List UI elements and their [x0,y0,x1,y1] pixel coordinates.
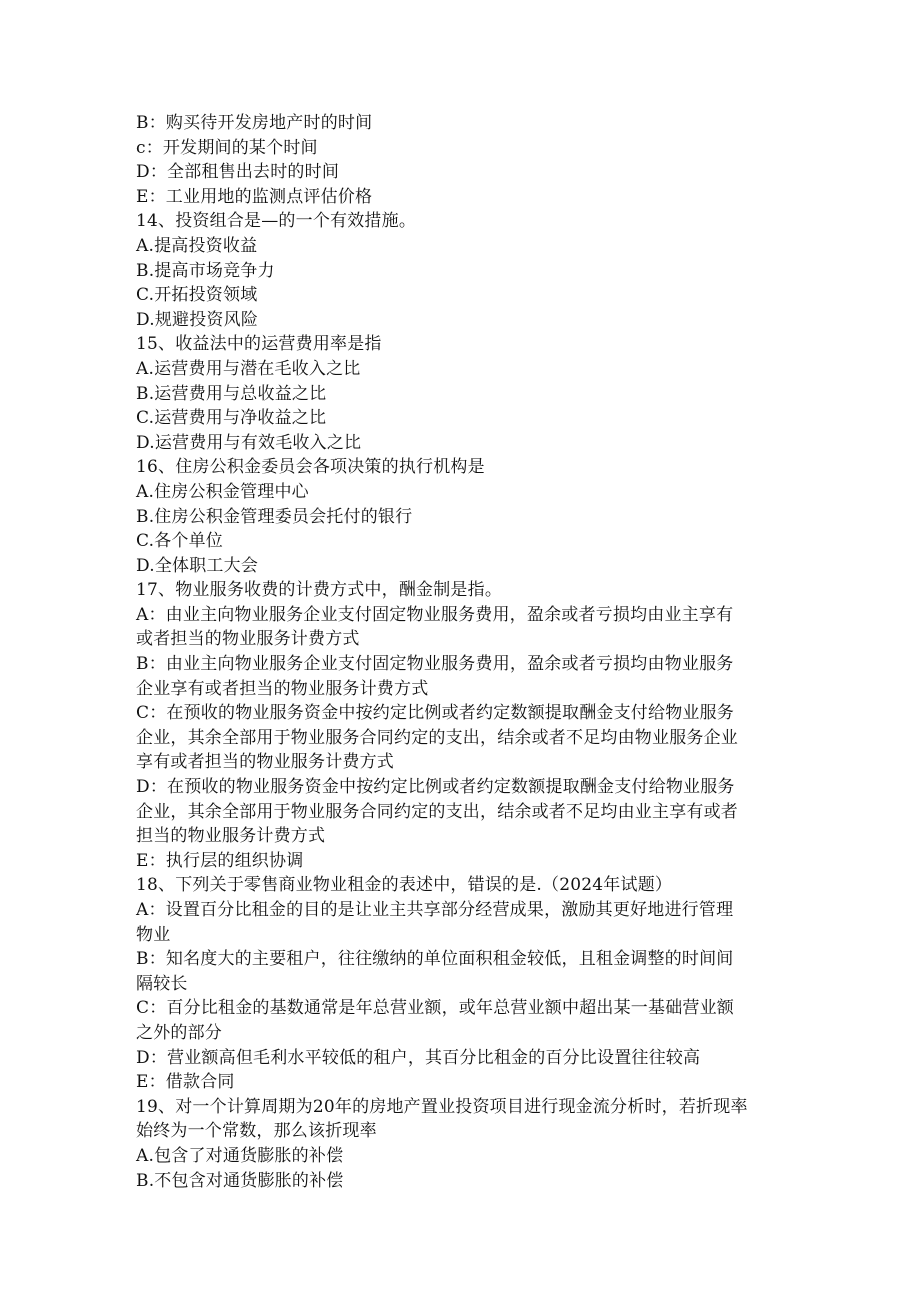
text-line: E：工业用地的监测点评估价格 [136,186,373,207]
text-line: D：在预收的物业服务资金中按约定比例或者约定数额提取酬金支付给物业服务 [136,777,735,798]
text-line: 始终为一个常数，那么该折现率 [136,1121,377,1142]
text-line: 享有或者担当的物业服务计费方式 [136,752,394,773]
text-line: 或者担当的物业服务计费方式 [136,629,360,650]
text-line: C.开拓投资领域 [136,285,258,306]
document-page [136,111,796,1193]
text-line: B.不包含对通货膨胀的补偿 [136,1170,344,1191]
text-line: A.运营费用与潜在毛收入之比 [136,358,361,379]
text-line: D.规避投资风险 [136,309,259,330]
text-line: D：营业额高但毛利水平较低的租户，其百分比租金的百分比设置往往较高 [136,1047,701,1068]
text-line: 物业 [136,924,171,945]
text-line: B：知名度大的主要租户，往往缴纳的单位面积租金较低，且租金调整的时间间 [136,949,734,970]
text-line: c：开发期间的某个时间 [136,137,318,158]
question-14-stem: 14、投资组合是—的一个有效措施。 [136,211,417,232]
text-line: E：执行层的组织协调 [136,850,304,871]
text-line: D.运营费用与有效毛收入之比 [136,432,362,453]
question-18-stem: 18、下列关于零售商业物业租金的表述中，错误的是.（2024年试题） [136,875,673,896]
text-line: B：由业主向物业服务企业支付固定物业服务费用，盈余或者亏损均由物业服务 [136,654,734,675]
text-line: 担当的物业服务计费方式 [136,826,326,847]
text-line: D.全体职工大会 [136,555,259,576]
question-17-stem: 17、物业服务收费的计费方式中，酬金制是指。 [136,580,503,601]
question-15-stem: 15、收益法中的运营费用率是指 [136,334,382,355]
text-line: D：全部租售出去时的时间 [136,162,340,183]
text-line: A.提高投资收益 [136,235,258,256]
text-line: 企业享有或者担当的物业服务计费方式 [136,678,429,699]
text-line: 企业，其余全部用于物业服务合同约定的支出，结余或者不足均由业主享有或者 [136,801,738,822]
text-line: A：设置百分比租金的目的是让业主共享部分经营成果，激励其更好地进行管理 [136,900,734,920]
text-line: B：购买待开发房地产时的时间 [136,113,373,133]
text-line: B.住房公积金管理委员会托付的银行 [136,506,413,527]
text-line: A.包含了对通货膨胀的补偿 [136,1145,344,1166]
text-line: 之外的部分 [136,1022,222,1043]
text-line: 企业，其余全部用于物业服务合同约定的支出，结余或者不足均由物业服务企业 [136,727,738,748]
question-19-stem: 19、对一个计算周期为20年的房地产置业投资项目进行现金流分析时，若折现率 [136,1096,748,1117]
text-line: B.运营费用与总收益之比 [136,383,327,404]
text-line: A.住房公积金管理中心 [136,481,309,502]
text-line: C.运营费用与净收益之比 [136,408,327,429]
text-line: B.提高市场竞争力 [136,260,275,281]
text-line: E：借款合同 [136,1072,235,1093]
text-line: C：百分比租金的基数通常是年总营业额，或年总营业额中超出某一基础营业额 [136,998,735,1019]
text-line: A：由业主向物业服务企业支付固定物业服务费用，盈余或者亏损均由业主享有 [136,604,734,625]
text-line: C.各个单位 [136,531,224,552]
text-line: 隔较长 [136,973,188,994]
question-16-stem: 16、住房公积金委员会各项决策的执行机构是 [136,457,485,478]
text-line: C：在预收的物业服务资金中按约定比例或者约定数额提取酬金支付给物业服务 [136,703,735,724]
